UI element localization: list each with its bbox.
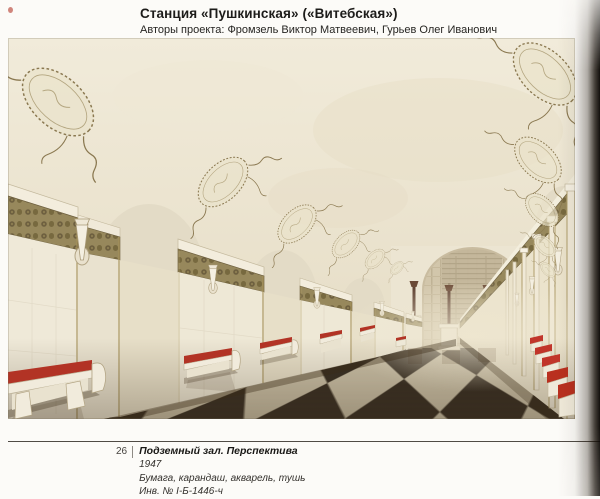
plate-number: 26 bbox=[116, 446, 128, 457]
caption-divider bbox=[132, 446, 133, 458]
station-title: Станция «Пушкинская» («Витебская») bbox=[140, 6, 398, 21]
artwork-painting-svg bbox=[8, 38, 575, 419]
project-authors: Авторы проекта: Фромзель Виктор Матвеевич, Гурьев Олег Иванович bbox=[140, 24, 498, 36]
artwork-year: 1947 bbox=[139, 459, 162, 470]
caption-rule bbox=[8, 441, 600, 442]
artwork-inventory: Инв. № I-Б-1446-ч bbox=[139, 486, 223, 497]
artwork-materials: Бумага, карандаш, акварель, тушь bbox=[139, 472, 306, 484]
artwork-title: Подземный зал. Перспектива bbox=[139, 445, 298, 457]
page-header bbox=[140, 6, 497, 36]
caption bbox=[116, 445, 305, 499]
scan-speck bbox=[8, 7, 13, 13]
artwork-metro-hall-watercolor bbox=[8, 38, 575, 419]
